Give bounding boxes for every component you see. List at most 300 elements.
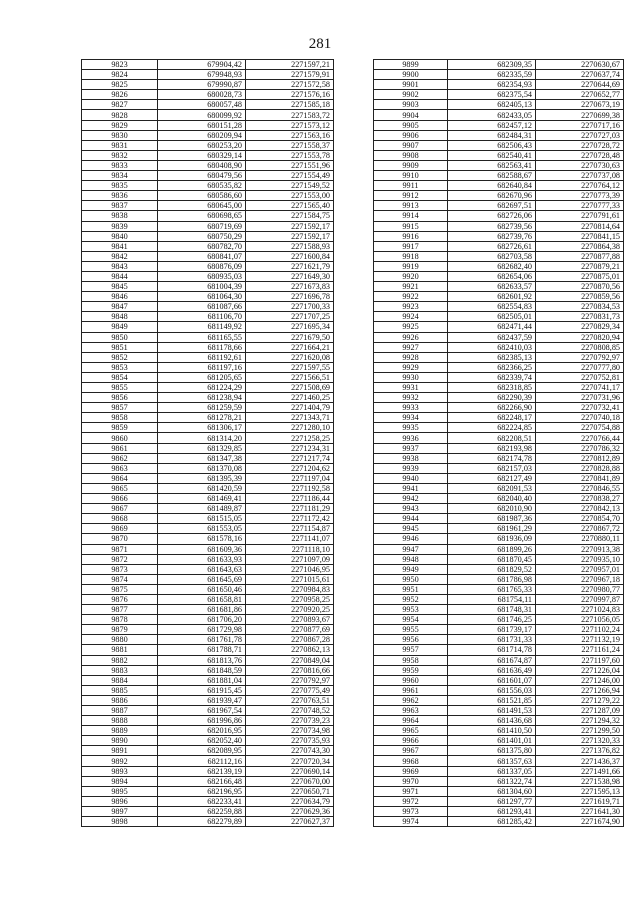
coordinate-x: 681813,76: [158, 655, 246, 665]
table-row: [82, 60, 334, 70]
point-number: 9828: [82, 110, 158, 120]
coordinate-x: 682726,61: [448, 241, 536, 251]
table-row: [374, 766, 624, 776]
table-row: [374, 554, 624, 564]
table-row: [82, 494, 334, 504]
coordinate-x: 682588,67: [448, 171, 536, 181]
coordinate-x: 681739,17: [448, 625, 536, 635]
table-row: [374, 120, 624, 130]
table-row: [374, 544, 624, 554]
table-row: [82, 251, 334, 261]
coordinate-y: 2271436,37: [536, 756, 624, 766]
table-row: [374, 90, 624, 100]
coordinate-y: 2271679,50: [246, 332, 334, 342]
coordinate-y: 2270652,77: [536, 90, 624, 100]
table-row: [82, 261, 334, 271]
table-row: [374, 605, 624, 615]
table-row: [374, 201, 624, 211]
coordinate-y: 2271583,72: [246, 110, 334, 120]
point-number: 9913: [374, 201, 448, 211]
coordinate-x: 682457,12: [448, 120, 536, 130]
table-row: [374, 746, 624, 756]
coordinate-y: 2270842,13: [536, 504, 624, 514]
coordinate-y: 2270957,01: [536, 564, 624, 574]
point-number: 9962: [374, 695, 448, 705]
coordinate-y: 2271595,13: [536, 786, 624, 796]
table-row: [82, 181, 334, 191]
coordinate-y: 2270870,56: [536, 282, 624, 292]
point-number: 9858: [82, 413, 158, 423]
coordinate-x: 681436,68: [448, 716, 536, 726]
point-number: 9868: [82, 514, 158, 524]
coordinate-y: 2270731,96: [536, 393, 624, 403]
coordinate-x: 681375,80: [448, 746, 536, 756]
coordinate-x: 682484,31: [448, 130, 536, 140]
coordinate-x: 682739,56: [448, 221, 536, 231]
point-number: 9893: [82, 766, 158, 776]
table-row: [82, 615, 334, 625]
point-number: 9911: [374, 181, 448, 191]
coordinate-y: 2270670,00: [246, 776, 334, 786]
point-number: 9876: [82, 594, 158, 604]
coordinate-x: 682640,84: [448, 181, 536, 191]
coordinate-x: 680151,28: [158, 120, 246, 130]
table-row: [82, 80, 334, 90]
point-number: 9826: [82, 90, 158, 100]
coordinate-y: 2270727,03: [536, 130, 624, 140]
coordinate-x: 682739,76: [448, 231, 536, 241]
point-number: 9958: [374, 655, 448, 665]
coordinate-x: 680645,00: [158, 201, 246, 211]
table-row: [374, 443, 624, 453]
point-number: 9944: [374, 514, 448, 524]
coordinate-y: 2271217,74: [246, 453, 334, 463]
table-row: [82, 695, 334, 705]
coordinate-y: 2270935,10: [536, 554, 624, 564]
coordinate-y: 2271097,09: [246, 554, 334, 564]
point-number: 9907: [374, 140, 448, 150]
coordinate-y: 2271621,79: [246, 261, 334, 271]
point-number: 9936: [374, 433, 448, 443]
table-row: [374, 594, 624, 604]
point-number: 9950: [374, 574, 448, 584]
coordinate-x: 681996,86: [158, 716, 246, 726]
coordinate-y: 2270728,48: [536, 150, 624, 160]
coordinate-y: 2270816,66: [246, 665, 334, 675]
point-number: 9853: [82, 362, 158, 372]
coordinate-x: 682157,03: [448, 463, 536, 473]
table-row: [82, 655, 334, 665]
point-number: 9954: [374, 615, 448, 625]
coordinate-x: 682266,90: [448, 403, 536, 413]
point-number: 9970: [374, 776, 448, 786]
coordinate-x: 682433,05: [448, 110, 536, 120]
coordinate-x: 681357,63: [448, 756, 536, 766]
table-row: [82, 574, 334, 584]
coordinate-x: 681197,16: [158, 362, 246, 372]
point-number: 9838: [82, 211, 158, 221]
coordinate-x: 681746,25: [448, 615, 536, 625]
table-row: [374, 635, 624, 645]
table-row: [374, 514, 624, 524]
coordinate-y: 2270913,38: [536, 544, 624, 554]
coordinates-table-left-body: [82, 60, 334, 827]
table-row: [82, 544, 334, 554]
coordinate-x: 681761,78: [158, 635, 246, 645]
table-row: [82, 504, 334, 514]
table-row: [82, 433, 334, 443]
coordinate-x: 681681,86: [158, 605, 246, 615]
coordinate-y: 2270808,85: [536, 342, 624, 352]
coordinate-x: 681521,85: [448, 695, 536, 705]
coordinate-y: 2271597,21: [246, 60, 334, 70]
coordinate-y: 2270820,94: [536, 332, 624, 342]
table-row: [82, 554, 334, 564]
table-row: [82, 171, 334, 181]
point-number: 9898: [82, 817, 158, 827]
coordinate-x: 682339,74: [448, 372, 536, 382]
point-number: 9845: [82, 282, 158, 292]
coordinate-x: 681224,29: [158, 383, 246, 393]
coordinate-x: 682233,41: [158, 796, 246, 806]
coordinate-y: 2270741,17: [536, 383, 624, 393]
table-row: [82, 292, 334, 302]
coordinate-x: 680209,94: [158, 130, 246, 140]
point-number: 9883: [82, 665, 158, 675]
point-number: 9875: [82, 584, 158, 594]
point-number: 9948: [374, 554, 448, 564]
coordinate-y: 2270739,23: [246, 716, 334, 726]
table-row: [82, 383, 334, 393]
coordinate-x: 681420,59: [158, 483, 246, 493]
coordinate-y: 2270829,34: [536, 322, 624, 332]
point-number: 9927: [374, 342, 448, 352]
table-row: [82, 322, 334, 332]
coordinate-x: 682139,19: [158, 766, 246, 776]
table-row: [82, 332, 334, 342]
coordinate-x: 681322,74: [448, 776, 536, 786]
coordinate-y: 2271186,44: [246, 494, 334, 504]
coordinate-y: 2271404,79: [246, 403, 334, 413]
coordinate-x: 681829,52: [448, 564, 536, 574]
coordinate-x: 681285,42: [448, 817, 536, 827]
coordinate-x: 681706,20: [158, 615, 246, 625]
table-row: [374, 352, 624, 362]
point-number: 9933: [374, 403, 448, 413]
point-number: 9847: [82, 302, 158, 312]
point-number: 9959: [374, 665, 448, 675]
coordinate-y: 2271258,25: [246, 433, 334, 443]
table-row: [82, 524, 334, 534]
table-row: [374, 100, 624, 110]
point-number: 9937: [374, 443, 448, 453]
coordinate-y: 2270846,55: [536, 483, 624, 493]
coordinate-x: 682318,85: [448, 383, 536, 393]
coordinate-x: 682554,83: [448, 302, 536, 312]
table-row: [82, 160, 334, 170]
coordinate-x: 681238,94: [158, 393, 246, 403]
point-number: 9909: [374, 160, 448, 170]
point-number: 9846: [82, 292, 158, 302]
coordinate-x: 681636,49: [448, 665, 536, 675]
coordinate-y: 2270984,83: [246, 584, 334, 594]
point-number: 9874: [82, 574, 158, 584]
coordinate-y: 2270828,88: [536, 463, 624, 473]
coordinate-y: 2271673,83: [246, 282, 334, 292]
coordinate-y: 2271695,34: [246, 322, 334, 332]
coordinate-y: 2270630,67: [536, 60, 624, 70]
coordinate-x: 682670,96: [448, 191, 536, 201]
point-number: 9905: [374, 120, 448, 130]
coordinate-x: 682224,85: [448, 423, 536, 433]
coordinate-x: 682563,41: [448, 160, 536, 170]
point-number: 9840: [82, 231, 158, 241]
coordinate-x: 682309,35: [448, 60, 536, 70]
table-row: [82, 352, 334, 362]
point-number: 9942: [374, 494, 448, 504]
coordinate-x: 682437,59: [448, 332, 536, 342]
coordinate-x: 681936,09: [448, 534, 536, 544]
table-row: [82, 635, 334, 645]
coordinate-x: 681870,45: [448, 554, 536, 564]
coordinate-x: 681754,11: [448, 594, 536, 604]
coordinate-x: 682405,13: [448, 100, 536, 110]
table-row: [374, 221, 624, 231]
coordinate-x: 682248,17: [448, 413, 536, 423]
coordinate-x: 679904,42: [158, 60, 246, 70]
point-number: 9835: [82, 181, 158, 191]
table-row: [374, 231, 624, 241]
table-row: [374, 171, 624, 181]
point-number: 9924: [374, 312, 448, 322]
point-number: 9916: [374, 231, 448, 241]
coordinates-table-right-body: [374, 60, 624, 827]
point-number: 9861: [82, 443, 158, 453]
table-row: [374, 645, 624, 655]
table-row: [82, 70, 334, 80]
table-row: [82, 766, 334, 776]
point-number: 9823: [82, 60, 158, 70]
coordinate-y: 2271538,98: [536, 776, 624, 786]
table-row: [82, 191, 334, 201]
point-number: 9930: [374, 372, 448, 382]
point-number: 9922: [374, 292, 448, 302]
page-number: 281: [308, 36, 332, 52]
coordinate-y: 2271161,24: [536, 645, 624, 655]
table-row: [374, 241, 624, 251]
point-number: 9956: [374, 635, 448, 645]
point-number: 9863: [82, 463, 158, 473]
table-row: [82, 685, 334, 695]
table-row: [82, 564, 334, 574]
coordinate-y: 2270834,53: [536, 302, 624, 312]
table-row: [374, 191, 624, 201]
point-number: 9902: [374, 90, 448, 100]
point-number: 9939: [374, 463, 448, 473]
coordinate-x: 682112,16: [158, 756, 246, 766]
table-row: [374, 665, 624, 675]
point-number: 9885: [82, 685, 158, 695]
coordinate-y: 2270831,73: [536, 312, 624, 322]
table-row: [82, 645, 334, 655]
point-number: 9896: [82, 796, 158, 806]
point-number: 9963: [374, 706, 448, 716]
point-number: 9857: [82, 403, 158, 413]
table-row: [374, 655, 624, 665]
point-number: 9871: [82, 544, 158, 554]
coordinate-y: 2270735,93: [246, 736, 334, 746]
coordinate-x: 680408,90: [158, 160, 246, 170]
coordinate-y: 2271674,90: [536, 817, 624, 827]
coordinate-y: 2271664,21: [246, 342, 334, 352]
table-row: [374, 473, 624, 483]
table-row: [374, 292, 624, 302]
point-number: 9860: [82, 433, 158, 443]
table-row: [82, 372, 334, 382]
coordinate-y: 2271204,62: [246, 463, 334, 473]
table-row: [374, 211, 624, 221]
point-number: 9827: [82, 100, 158, 110]
coordinate-y: 2271102,24: [536, 625, 624, 635]
table-row: [374, 453, 624, 463]
coordinate-x: 682410,03: [448, 342, 536, 352]
table-row: [374, 695, 624, 705]
point-number: 9890: [82, 736, 158, 746]
table-row: [82, 786, 334, 796]
coordinate-x: 682682,40: [448, 261, 536, 271]
coordinate-x: 681658,81: [158, 594, 246, 604]
point-number: 9899: [374, 60, 448, 70]
point-number: 9925: [374, 322, 448, 332]
coordinate-y: 2270720,34: [246, 756, 334, 766]
point-number: 9872: [82, 554, 158, 564]
coordinate-y: 2271600,84: [246, 251, 334, 261]
coordinate-x: 681293,41: [448, 806, 536, 816]
coordinate-x: 681489,87: [158, 504, 246, 514]
coordinate-x: 681674,87: [448, 655, 536, 665]
table-row: [374, 150, 624, 160]
coordinate-y: 2270777,33: [536, 201, 624, 211]
coordinate-x: 680782,70: [158, 241, 246, 251]
table-row: [374, 372, 624, 382]
point-number: 9973: [374, 806, 448, 816]
coordinate-y: 2271015,61: [246, 574, 334, 584]
table-row: [374, 261, 624, 271]
coordinate-x: 681410,50: [448, 726, 536, 736]
coordinate-x: 681064,30: [158, 292, 246, 302]
coordinate-y: 2271573,12: [246, 120, 334, 130]
point-number: 9960: [374, 675, 448, 685]
point-number: 9957: [374, 645, 448, 655]
coordinate-x: 681178,66: [158, 342, 246, 352]
point-number: 9855: [82, 383, 158, 393]
coordinate-x: 681087,66: [158, 302, 246, 312]
coordinate-y: 2270752,81: [536, 372, 624, 382]
coordinate-x: 681337,05: [448, 766, 536, 776]
point-number: 9966: [374, 736, 448, 746]
coordinate-y: 2270737,08: [536, 171, 624, 181]
coordinate-x: 682208,51: [448, 433, 536, 443]
table-row: [82, 463, 334, 473]
table-row: [374, 716, 624, 726]
coordinate-x: 682127,49: [448, 473, 536, 483]
coordinate-y: 2270673,19: [536, 100, 624, 110]
coordinate-y: 2271024,83: [536, 605, 624, 615]
point-number: 9882: [82, 655, 158, 665]
coordinate-x: 681714,78: [448, 645, 536, 655]
coordinate-x: 681915,45: [158, 685, 246, 695]
point-number: 9844: [82, 271, 158, 281]
coordinate-x: 681347,38: [158, 453, 246, 463]
coordinate-y: 2271572,58: [246, 80, 334, 90]
table-row: [82, 746, 334, 756]
coordinate-y: 2270629,36: [246, 806, 334, 816]
coordinate-y: 2270627,37: [246, 817, 334, 827]
coordinate-y: 2270644,69: [536, 80, 624, 90]
coordinate-y: 2270777,80: [536, 362, 624, 372]
point-number: 9931: [374, 383, 448, 393]
table-row: [374, 584, 624, 594]
coordinate-y: 2270841,15: [536, 231, 624, 241]
coordinate-y: 2271197,60: [536, 655, 624, 665]
coordinate-y: 2271553,00: [246, 191, 334, 201]
point-number: 9968: [374, 756, 448, 766]
table-row: [374, 413, 624, 423]
table-row: [82, 605, 334, 615]
point-number: 9852: [82, 352, 158, 362]
coordinate-y: 2271549,52: [246, 181, 334, 191]
table-row: [374, 160, 624, 170]
table-row: [82, 211, 334, 221]
coordinate-y: 2270867,28: [246, 635, 334, 645]
point-number: 9955: [374, 625, 448, 635]
coordinate-y: 2271118,10: [246, 544, 334, 554]
point-number: 9949: [374, 564, 448, 574]
point-number: 9864: [82, 473, 158, 483]
point-number: 9837: [82, 201, 158, 211]
table-row: [82, 665, 334, 675]
coordinate-x: 681314,20: [158, 433, 246, 443]
table-row: [374, 736, 624, 746]
coordinate-y: 2271619,71: [536, 796, 624, 806]
table-row: [82, 150, 334, 160]
coordinate-y: 2270764,12: [536, 181, 624, 191]
coordinate-y: 2270997,87: [536, 594, 624, 604]
coordinate-x: 681329,85: [158, 443, 246, 453]
coordinate-x: 682471,44: [448, 322, 536, 332]
table-row: [82, 100, 334, 110]
table-row: [374, 776, 624, 786]
coordinate-y: 2270748,52: [246, 706, 334, 716]
table-row: [374, 615, 624, 625]
coordinate-x: 681786,98: [448, 574, 536, 584]
coordinate-y: 2270717,16: [536, 120, 624, 130]
table-row: [82, 413, 334, 423]
point-number: 9849: [82, 322, 158, 332]
point-number: 9831: [82, 140, 158, 150]
point-number: 9851: [82, 342, 158, 352]
table-row: [374, 332, 624, 342]
coordinate-x: 681297,77: [448, 796, 536, 806]
coordinate-y: 2271579,91: [246, 70, 334, 80]
coordinate-x: 680253,20: [158, 140, 246, 150]
point-number: 9945: [374, 524, 448, 534]
coordinate-x: 680057,48: [158, 100, 246, 110]
coordinate-x: 680935,03: [158, 271, 246, 281]
table-row: [374, 625, 624, 635]
point-number: 9886: [82, 695, 158, 705]
coordinate-x: 682540,41: [448, 150, 536, 160]
